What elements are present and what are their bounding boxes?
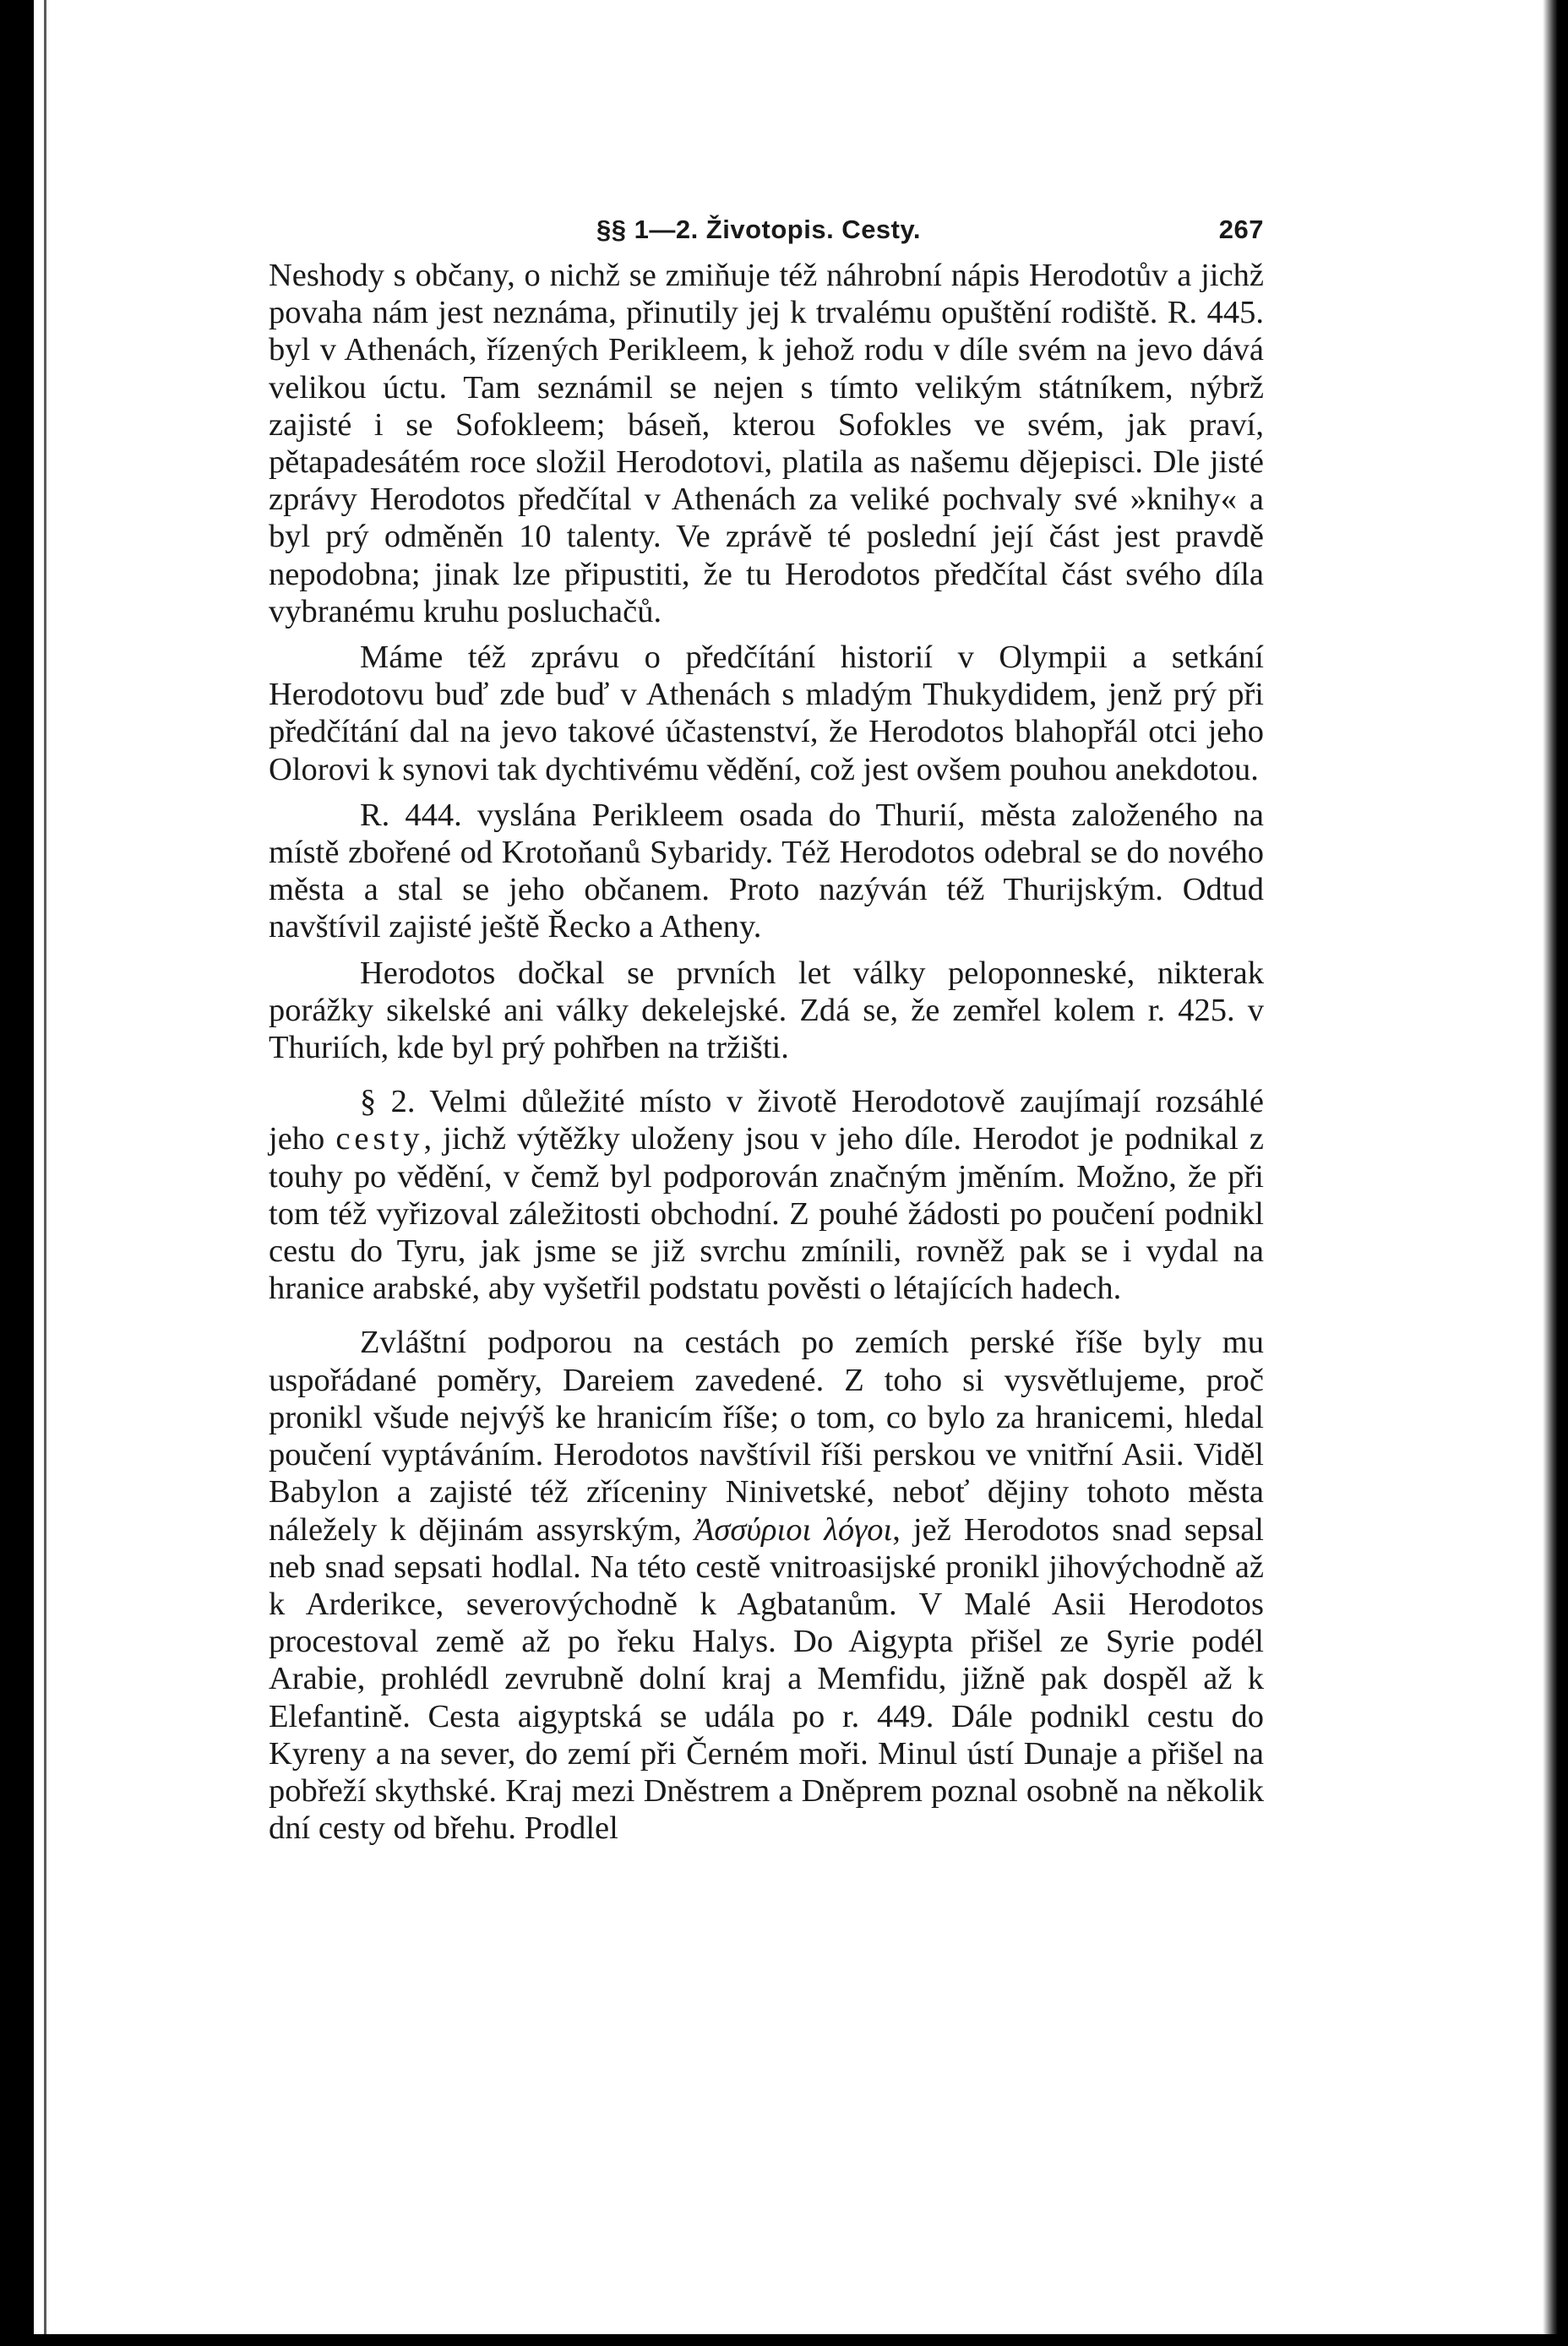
binding-edge (44, 0, 46, 2334)
section-title: §§ 1—2. Životopis. Cesty. (596, 215, 922, 244)
page-number: 267 (1218, 215, 1264, 244)
paragraph-2: Máme též zprávu o předčítání historií v Olympii a setkání Herodotovu buď zde buď v Athenách s mladým Thukydidem, jenž prý při předčítání dal na jevo takové účastenství, že Herodotos blahopřál otci jeho Olorovi k synovi tak dychtivému vědění, což jest ovšem pouhou anekdotou. (269, 640, 1264, 787)
emphasis-cesty: cesty (335, 1121, 424, 1157)
paragraph-6 (269, 1324, 1264, 1847)
greek-term: Ἀσσύριοι λόγοι (694, 1511, 893, 1548)
paragraph-1: Neshody s občany, o nichž se zmiňuje též náhrobní nápis Herodotův a jichž povaha nám jest neznáma, přinutily jej k trvalému opuštění rodiště. R. 445. byl v Athenách, řízených Perikleem, k jehož rodu v díle svém na jevo dává velikou úctu. Tam seznámil se nejen s tímto velikým státníkem, nýbrž zajisté i se Sofokleem; báseň, kterou Sofokles ve svém, jak praví, pětapadesátém roce složil Herodotovi, platila as našemu dějepisci. Dle jisté zprávy Herodotos předčítal v Athenách za veliké pochvaly své »knihy« a byl prý odměněn 10 talenty. Ve zprávě té poslední její část jest pravdě nepodobna; jinak lze připustiti, že tu Herodotos předčítal část svého díla vybranému kruhu posluchačů. (269, 258, 1264, 629)
paragraph-5-lead: § 2. Velmi důležité místo v životě Herodotově zaujímají rozsáhlé jeho (269, 1084, 1264, 1157)
page-text (269, 196, 1264, 1847)
running-head (269, 196, 1264, 257)
paragraph-6-lead: Zvláštní podporou na cestách po zemích perské říše byly mu uspořádané poměry, Dareiem zavedené. Z toho si vysvětlujeme, proč pronikl všude nejvýš ke hranicím říše; o tom, co bylo za hranicemi, hledal poučení vyptáváním. Herodotos navštívil říši perskou ve vnitřní Asii. Viděl Babylon a zajisté též zříceniny Ninivetské, neboť dějiny tohoto města náležely k dějinám assyrským, (269, 1325, 1264, 1548)
paragraph-3: R. 444. vyslána Perikleem osada do Thurií, města založeného na místě zbořené od Krotoňanů Sybaridy. Též Herodotos odebral se do nového města a stal se jeho občanem. Proto nazýván též Thurijským. Odtud navštívil zajisté ještě Řecko a Atheny. (269, 797, 1264, 945)
paragraph-4: Herodotos dočkal se prvních let války peloponneské, nikterak porážky sikelské ani války dekelejské. Zdá se, že zemřel kolem r. 425. v Thuriích, kde byl prý pohřben na tržišti. (269, 955, 1264, 1066)
paragraph-5 (269, 1083, 1264, 1307)
paragraph-5-rest: , jichž výtěžky uloženy jsou v jeho díle. Herodot je podnikal z touhy po vědění, v čemž byl podporován značným jměním. Možno, že při tom též vyřizoval záležitosti obchodní. Z pouhé žádosti po poučení podnikl cestu do Tyru, jak jsme se již svrchu zmínili, rovněž pak se i vydal na hranice arabské, aby vyšetřil podstatu pověsti o létajících hadech. (269, 1121, 1264, 1307)
paragraph-6-rest: , jež Herodotos snad sepsal neb snad sepsati hodlal. Na této cestě vnitroasijské pronikl jihovýchodně až k Arderikce, severovýchodně k Agbatanům. V Malé Asii Herodotos procestoval země až po řeku Halys. Do Aigypta přišel ze Syrie podél Arabie, prohlédl zevrubně dolní kraj a Memfidu, jižně pak dospěl až k Elefantině. Cesta aigyptská se udála po r. 449. Dále podnikl cestu do Kyreny a na sever, do zemí při Černém moři. Minul ústí Dunaje a přišel na pobřeží skythské. Kraj mezi Dněstrem a Dněprem poznal osobně na několik dní cesty od břehu. Prodlel (269, 1511, 1264, 1847)
